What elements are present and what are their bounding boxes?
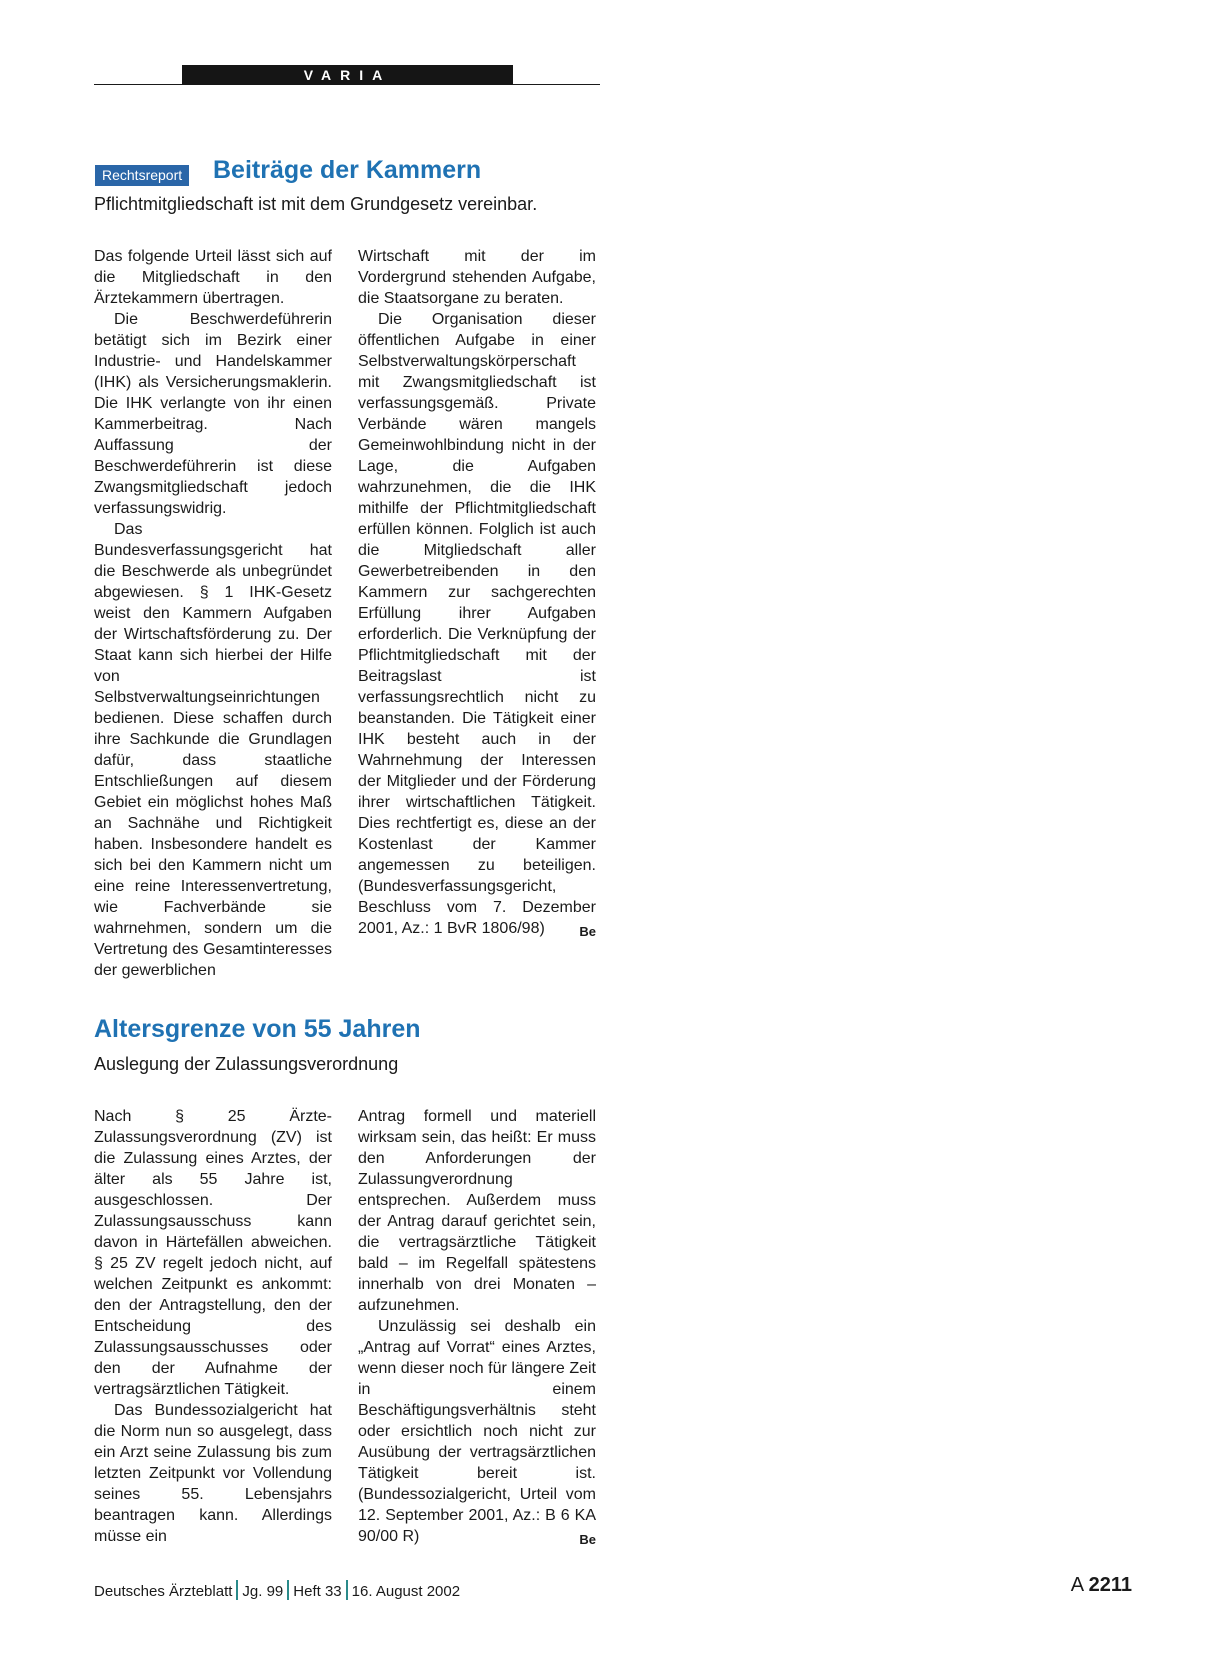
article-column-left [94,246,332,981]
issue-date: 16. August 2002 [351,1583,461,1600]
footer-separator [287,1580,289,1600]
paragraph: Wirtschaft mit der im Vordergrund stehenden Aufgabe, die Staatsorgane zu beraten. [358,248,596,307]
journal-volume: Jg. 99 [242,1583,284,1600]
article-column-right [358,246,596,942]
paragraph-text: Unzulässig sei deshalb ein „Antrag auf Vorrat“ eines Arztes, wenn dieser noch für längere Zeit in einem Beschäftigungsverhältnis steht oder ersichtlich noch nicht zur Ausübung der vertragsärztlichen Tätigkeit bereit ist. (Bundessozialgericht, Urteil vom 12. September 2001, Az.: B 6 KA 90/00 R) [358,1318,596,1545]
article-subtitle: Auslegung der Zulassungsverordnung [94,1054,399,1074]
paragraph: Das Bundessozialgericht hat die Norm nun so ausgelegt, dass ein Arzt seine Zulassung bis zum letzten Zeitpunkt vor Vollendung seines 55. Lebensjahrs beantragen kann. Allerdings müsse ein [94,1402,332,1545]
page-number-value: 2211 [1088,1574,1132,1596]
paragraph: Das Bundesverfassungsgericht hat die Beschwerde als unbegründet abgewiesen. § 1 IHK-Gesetz weist den Kammern Aufgaben der Wirtschaftsförderung zu. Der Staat kann sich hierbei der Hilfe von Selbstverwaltungseinrichtungen bedienen. Diese schaffen durch ihre Sachkunde die Grundlagen dafür, dass staatliche Entschließungen auf diesem Gebiet ein möglichst hohes Maß an Sachnähe und Richtigkeit haben. Insbesondere handelt es sich bei den Kammern nicht um eine reine Interessenvertretung, wie Fachverbände sie wahrnehmen, sondern um die Vertretung des Gesamtinteresses der gewerblichen [94,521,332,979]
paragraph [358,309,596,939]
footer-separator [236,1580,238,1600]
author-signature: Be [579,1532,596,1547]
page-number [1071,1574,1132,1597]
author-signature: Be [579,924,596,939]
rubric-badge: Rechtsreport [95,165,189,186]
paragraph [358,1316,596,1547]
journal-issue: Heft 33 [293,1583,342,1600]
article-title: Beiträge der Kammern [213,156,482,184]
paragraph: Nach § 25 Ärzte-Zulassungsverordnung (ZV) ist die Zulassung eines Arztes, der älter als 55 Jahre ist, ausgeschlossen. Der Zulassungsausschuss kann davon in Härtefällen abweichen. § 25 ZV regelt jedoch nicht, auf welchen Zeitpunkt es ankommt: den der Antragstellung, den der Entscheidung des Zulassungsausschusses oder den der Aufnahme der vertragsärztlichen Tätigkeit. [94,1108,332,1398]
article-column-left [94,1106,332,1547]
footer-separator [346,1580,348,1600]
paragraph: Die Beschwerdeführerin betätigt sich im Bezirk einer Industrie- und Handelskammer (IHK) als Versicherungsmaklerin. Die IHK verlangte von ihr einen Kammerbeitrag. Nach Auffassung der Beschwerdeführerin ist diese Zwangsmitgliedschaft jedoch verfassungswidrig. [94,311,332,517]
page-footer [94,1580,460,1600]
article-subtitle: Pflichtmitgliedschaft ist mit dem Grundgesetz vereinbar. [94,194,538,214]
paragraph: Antrag formell und materiell wirksam sein, das heißt: Er muss den Anforderungen der Zulassungverordnung entsprechen. Außerdem muss der Antrag darauf gerichtet sein, die vertragsärztliche Tätigkeit bald – im Regelfall spätestens innerhalb von drei Monaten – aufzunehmen. [358,1108,596,1314]
section-header: VARIA [182,65,513,85]
paragraph-text: Die Organisation dieser öffentlichen Aufgabe in einer Selbstverwaltungskörperschaft mit Zwangsmitgliedschaft ist verfassungsgemäß. Private Verbände wären mangels Gemeinwohlbindung nicht in der Lage, die Aufgaben wahrzunehmen, die die IHK mithilfe der Pflichtmitgliedschaft erfüllen können. Folglich ist auch die Mitgliedschaft aller Gewerbetreibenden in den Kammern zur sachgerechten Erfüllung ihrer Aufgaben erforderlich. Die Verknüpfung der Pflichtmitgliedschaft mit der Beitragslast ist verfassungsrechtlich nicht zu beanstanden. Die Tätigkeit einer IHK besteht auch in der Wahrnehmung der Interessen der Mitglieder und der Förderung ihrer wirtschaftlichen Tätigkeit. Dies rechtfertigt es, diese an der Kostenlast der Kammer angemessen zu beteiligen. (Bundesverfassungsgericht, Beschluss vom 7. Dezember 2001, Az.: 1 BvR 1806/98) [358,311,596,937]
article-column-right [358,1106,596,1550]
article-title: Altersgrenze von 55 Jahren [94,1015,421,1043]
page-prefix: A [1070,1574,1084,1596]
journal-name: Deutsches Ärzteblatt [94,1583,233,1600]
paragraph: Das folgende Urteil lässt sich auf die Mitgliedschaft in den Ärztekammern übertragen. [94,248,332,307]
